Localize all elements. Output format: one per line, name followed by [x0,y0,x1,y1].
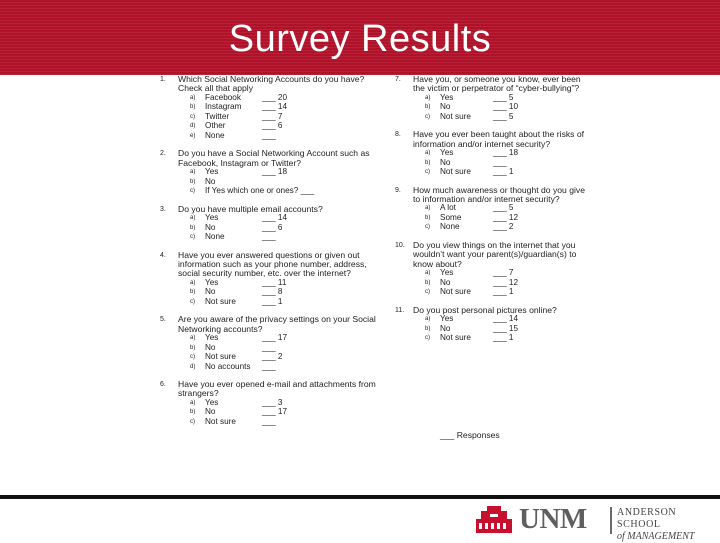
option-letter: c) [425,224,430,231]
option-letter: a) [190,94,196,101]
option-letter: b) [425,104,431,111]
response-count: ___ 1 [493,167,514,177]
survey-question [160,251,380,308]
response-count: ___ 17 [262,407,288,417]
survey-question [160,205,380,243]
option-label: Yes [205,213,219,223]
option-label: No [440,102,451,112]
answer-option [190,233,380,243]
option-label: Not sure [440,167,471,177]
option-letter: b) [190,344,196,351]
option-label: No [205,407,216,417]
response-count: ___ 6 [262,121,283,131]
response-count: ___ 18 [493,148,519,158]
option-label: Yes [440,92,454,102]
question-text: Do you have a Social Networking Account such as Facebook, Instagram or Twitter? [178,148,370,168]
question-text: Do you view things on the internet that you wouldn’t want your parent(s)/guardian(s) to know about? [413,239,577,269]
option-label: No accounts [205,361,251,371]
option-label: No [440,323,451,333]
response-count: ___ 14 [493,314,519,324]
response-count: ___ [262,232,276,242]
response-count: ___ 8 [262,287,283,297]
question-number: 7. [395,76,401,83]
option-letter: a) [425,94,431,101]
response-count: ___ 14 [262,102,288,112]
option-label: Not sure [205,352,236,362]
option-letter: b) [425,325,431,332]
option-label: Yes [440,314,454,324]
option-letter: a) [190,215,196,222]
option-label: Yes [205,397,219,407]
title-banner [0,0,720,75]
answer-option [190,214,380,224]
response-count: ___ 3 [262,397,283,407]
response-count: ___ 7 [262,111,283,121]
option-label: No [205,176,216,186]
survey-question [160,315,380,372]
answer-option [190,279,380,289]
option-label: Not sure [205,296,236,306]
option-letter: b) [190,104,196,111]
survey-question [160,380,380,427]
option-letter: a) [190,279,196,286]
option-label: Yes [205,333,219,343]
response-count: ___ 10 [493,102,519,112]
question-number: 9. [395,186,401,194]
option-letter: c) [190,354,195,361]
logo-separator [610,507,612,534]
question-text: Which Social Networking Accounts do you have? Check all that apply [178,74,365,94]
option-label: A lot [440,203,456,213]
option-letter: c) [190,234,195,241]
option-label: If Yes which one or ones? ___ [205,186,315,196]
option-letter: e) [190,132,196,139]
question-text: Have you ever answered questions or given out information such as your phone number, address, social security number, etc. over the internet? [178,249,367,279]
response-count: ___ 1 [493,333,514,343]
answer-option [425,113,590,123]
option-letter: d) [190,363,196,370]
option-letter: c) [190,418,195,425]
question-number: 10. [395,241,405,249]
response-count: ___ 2 [493,222,514,232]
question-text: Are you aware of the privacy settings on your Social Networking accounts? [178,314,376,334]
unm-anderson-logo [475,503,715,542]
question-number: 3. [160,205,166,213]
option-letter: c) [190,298,195,305]
option-label: Not sure [440,333,471,343]
option-label: None [440,222,460,232]
option-letter: a) [190,335,196,342]
option-label: Yes [205,167,219,177]
footer-divider [0,495,720,499]
option-label: Not sure [205,416,236,426]
school-name [617,507,715,543]
unm-wordmark: UNM [519,503,587,535]
answer-option [190,168,380,178]
slide-title: Survey Results [228,18,492,60]
responses-legend: ___ Responses [440,430,500,440]
option-label: No [440,277,451,287]
response-count: ___ 5 [493,111,514,121]
option-letter: a) [425,150,431,157]
answer-option [190,418,380,428]
survey-question [395,130,590,177]
survey-question [395,75,590,122]
option-label: No [205,287,216,297]
response-count: ___ 20 [262,92,288,102]
response-count: ___ 14 [262,213,288,223]
survey-question [160,75,380,141]
response-count: ___ 18 [262,167,288,177]
option-label: Not sure [440,287,471,297]
question-text: Have you ever opened e-mail and attachments from strangers? [178,379,376,399]
question-number: 8. [395,131,401,139]
option-letter: d) [190,123,196,130]
response-count: ___ 17 [262,333,288,343]
question-text: Have you, or someone you know, ever been the victim or perpetrator of “cyber-bullying”? [413,74,581,94]
option-letter: a) [425,270,431,277]
response-count: ___ [262,130,276,140]
question-number: 6. [160,381,166,389]
option-letter: c) [425,289,430,296]
option-letter: c) [190,113,195,120]
response-count: ___ [493,157,507,167]
option-letter: b) [425,159,431,166]
option-label: Facebook [205,92,241,102]
option-letter: c) [425,335,430,342]
option-label: Some [440,212,462,222]
option-letter: c) [425,169,430,176]
survey-question [395,186,590,233]
answer-option [190,187,380,197]
option-label: Yes [440,148,454,158]
option-letter: a) [190,169,196,176]
option-letter: a) [190,399,196,406]
response-count: ___ 12 [493,277,519,287]
question-number: 1. [160,76,166,83]
question-text: Do you have multiple email accounts? [178,203,323,214]
option-label: No [205,342,216,352]
option-letter: c) [190,188,195,195]
response-count: ___ 11 [262,277,287,287]
option-letter: b) [425,279,431,286]
answer-option [190,132,380,142]
question-text: Do you post personal pictures online? [413,304,557,315]
option-label: Twitter [205,111,230,121]
option-letter: a) [425,205,431,212]
option-letter: b) [425,214,431,221]
option-label: Yes [440,268,454,278]
option-label: Other [205,121,226,131]
survey-question [395,306,590,344]
response-count: ___ 7 [493,268,514,278]
option-label: Yes [205,277,219,287]
response-count: ___ 5 [493,203,514,213]
answer-option [425,334,590,344]
option-label: Not sure [440,111,471,121]
response-count: ___ [262,361,276,371]
option-letter: c) [425,113,430,120]
option-letter: b) [190,289,196,296]
question-number: 2. [160,150,166,158]
response-count: ___ 5 [493,92,514,102]
question-text: Have you ever been taught about the risks of information and/or internet security? [413,129,585,149]
answer-option [190,298,380,308]
school-name-line1: ANDERSON SCHOOL [617,507,677,530]
option-letter: a) [425,316,431,323]
answer-option [425,223,590,233]
option-letter: b) [190,409,196,416]
answer-option [190,334,380,344]
option-label: None [205,130,225,140]
survey-column-right [395,75,590,352]
question-text: How much awareness or thought do you give to information and/or internet security? [413,184,585,205]
unm-building-icon [475,505,513,535]
answer-option [425,168,590,178]
response-count: ___ 2 [262,352,283,362]
response-count: ___ 1 [262,296,283,306]
response-count: ___ 15 [493,323,519,333]
option-label: Instagram [205,102,242,112]
option-label: No [205,222,216,232]
response-count: ___ [262,416,276,426]
survey-column-left [160,75,380,435]
response-count: ___ [262,342,276,352]
response-count: ___ 6 [262,222,283,232]
response-count: ___ 12 [493,212,519,222]
school-name-line2: of MANAGEMENT [617,531,695,542]
answer-option [425,288,590,298]
option-letter: b) [190,178,196,185]
option-letter: b) [190,224,196,231]
question-number: 11. [395,306,405,314]
option-label: None [205,232,225,242]
question-number: 4. [160,251,166,259]
survey-question [395,241,590,298]
survey-question [160,149,380,196]
option-label: No [440,157,451,167]
question-number: 5. [160,316,166,324]
response-count: ___ 1 [493,287,514,297]
answer-option [190,363,380,373]
